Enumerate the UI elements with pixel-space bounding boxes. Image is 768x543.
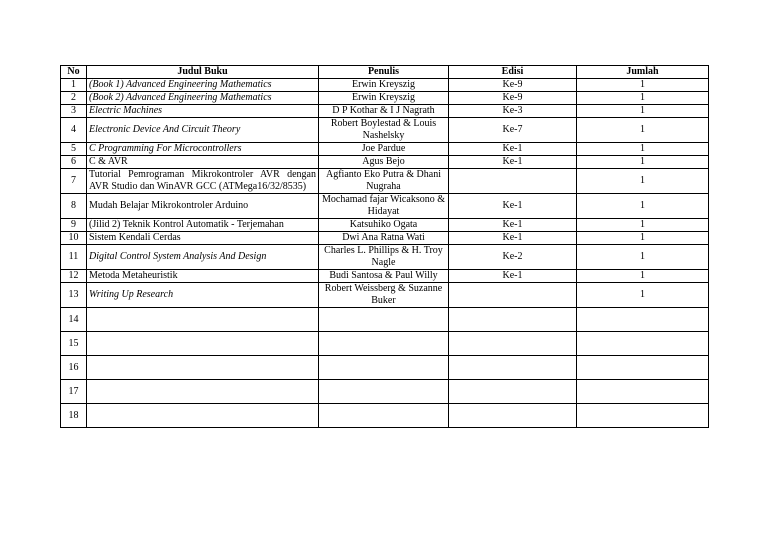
qty-cell: 1 (577, 245, 709, 270)
no-cell: 4 (61, 118, 87, 143)
author-cell: Erwin Kreyszig (319, 92, 449, 105)
table-row (61, 245, 709, 270)
qty-cell: 1 (577, 118, 709, 143)
empty-cell (319, 308, 449, 332)
edition-cell: Ke-1 (449, 194, 577, 219)
table-row (61, 283, 709, 308)
table-row (61, 194, 709, 219)
table-row (61, 232, 709, 245)
table-row (61, 270, 709, 283)
author-cell: Dwi Ana Ratna Wati (319, 232, 449, 245)
empty-cell (449, 356, 577, 380)
title-cell: Metoda Metaheuristik (87, 270, 319, 283)
header-row (61, 66, 709, 79)
no-cell: 3 (61, 105, 87, 118)
empty-cell (577, 380, 709, 404)
no-cell: 12 (61, 270, 87, 283)
qty-cell: 1 (577, 232, 709, 245)
empty-cell (319, 380, 449, 404)
header-author: Penulis (319, 66, 449, 79)
author-cell: Katsuhiko Ogata (319, 219, 449, 232)
author-cell: Erwin Kreyszig (319, 79, 449, 92)
empty-cell (87, 356, 319, 380)
no-cell: 14 (61, 308, 87, 332)
empty-cell (577, 404, 709, 428)
header-edition: Edisi (449, 66, 577, 79)
empty-cell (449, 308, 577, 332)
edition-cell: Ke-1 (449, 156, 577, 169)
qty-cell: 1 (577, 79, 709, 92)
empty-cell (449, 332, 577, 356)
author-cell: Joe Pardue (319, 143, 449, 156)
title-cell: (Book 2) Advanced Engineering Mathematics (87, 92, 319, 105)
title-cell: (Book 1) Advanced Engineering Mathematics (87, 79, 319, 92)
qty-cell: 1 (577, 270, 709, 283)
book-table (60, 65, 709, 428)
header-qty: Jumlah (577, 66, 709, 79)
no-cell: 7 (61, 169, 87, 194)
qty-cell: 1 (577, 105, 709, 118)
edition-cell (449, 169, 577, 194)
empty-cell (577, 308, 709, 332)
empty-cell (87, 308, 319, 332)
title-cell: Mudah Belajar Mikrokontroler Arduino (87, 194, 319, 219)
empty-cell (577, 356, 709, 380)
edition-cell: Ke-9 (449, 92, 577, 105)
no-cell: 16 (61, 356, 87, 380)
title-cell: Sistem Kendali Cerdas (87, 232, 319, 245)
header-title: Judul Buku (87, 66, 319, 79)
empty-cell (87, 332, 319, 356)
no-cell: 8 (61, 194, 87, 219)
no-cell: 2 (61, 92, 87, 105)
table-row (61, 219, 709, 232)
header-no: No (61, 66, 87, 79)
title-cell: C & AVR (87, 156, 319, 169)
edition-cell: Ke-7 (449, 118, 577, 143)
title-cell: Writing Up Research (87, 283, 319, 308)
empty-table-row (61, 404, 709, 428)
qty-cell: 1 (577, 143, 709, 156)
no-cell: 9 (61, 219, 87, 232)
title-cell: Electronic Device And Circuit Theory (87, 118, 319, 143)
table-row (61, 143, 709, 156)
title-cell: (Jilid 2) Teknik Kontrol Automatik - Terjemahan (87, 219, 319, 232)
qty-cell: 1 (577, 219, 709, 232)
title-cell: Electric Machines (87, 105, 319, 118)
author-cell: Budi Santosa & Paul Willy (319, 270, 449, 283)
author-cell: Charles L. Phillips & H. Troy Nagle (319, 245, 449, 270)
empty-table-row (61, 332, 709, 356)
table-row (61, 92, 709, 105)
edition-cell: Ke-1 (449, 232, 577, 245)
edition-cell: Ke-1 (449, 219, 577, 232)
table-body (61, 79, 709, 428)
empty-table-row (61, 308, 709, 332)
no-cell: 5 (61, 143, 87, 156)
table-row (61, 156, 709, 169)
edition-cell: Ke-1 (449, 270, 577, 283)
no-cell: 10 (61, 232, 87, 245)
qty-cell: 1 (577, 283, 709, 308)
qty-cell: 1 (577, 156, 709, 169)
edition-cell: Ke-2 (449, 245, 577, 270)
author-cell: Mochamad fajar Wicaksono & Hidayat (319, 194, 449, 219)
no-cell: 17 (61, 380, 87, 404)
empty-cell (319, 356, 449, 380)
table-row (61, 118, 709, 143)
author-cell: D P Kothar & I J Nagrath (319, 105, 449, 118)
empty-cell (87, 380, 319, 404)
empty-cell (449, 380, 577, 404)
no-cell: 15 (61, 332, 87, 356)
empty-cell (577, 332, 709, 356)
empty-cell (319, 404, 449, 428)
title-cell: C Programming For Microcontrollers (87, 143, 319, 156)
empty-table-row (61, 380, 709, 404)
empty-cell (87, 404, 319, 428)
empty-cell (449, 404, 577, 428)
title-cell: Tutorial Pemrograman Mikrokontroler AVR dengan AVR Studio dan WinAVR GCC (ATMega16/32/8535) (87, 169, 319, 194)
empty-table-row (61, 356, 709, 380)
no-cell: 13 (61, 283, 87, 308)
edition-cell: Ke-3 (449, 105, 577, 118)
edition-cell (449, 283, 577, 308)
qty-cell: 1 (577, 92, 709, 105)
qty-cell: 1 (577, 169, 709, 194)
author-cell: Robert Weissberg & Suzanne Buker (319, 283, 449, 308)
no-cell: 18 (61, 404, 87, 428)
table-row (61, 79, 709, 92)
qty-cell: 1 (577, 194, 709, 219)
author-cell: Agfianto Eko Putra & Dhani Nugraha (319, 169, 449, 194)
author-cell: Agus Bejo (319, 156, 449, 169)
edition-cell: Ke-9 (449, 79, 577, 92)
no-cell: 1 (61, 79, 87, 92)
no-cell: 11 (61, 245, 87, 270)
title-cell: Digital Control System Analysis And Design (87, 245, 319, 270)
empty-cell (319, 332, 449, 356)
table-row (61, 105, 709, 118)
author-cell: Robert Boylestad & Louis Nashelsky (319, 118, 449, 143)
no-cell: 6 (61, 156, 87, 169)
edition-cell: Ke-1 (449, 143, 577, 156)
table-row (61, 169, 709, 194)
